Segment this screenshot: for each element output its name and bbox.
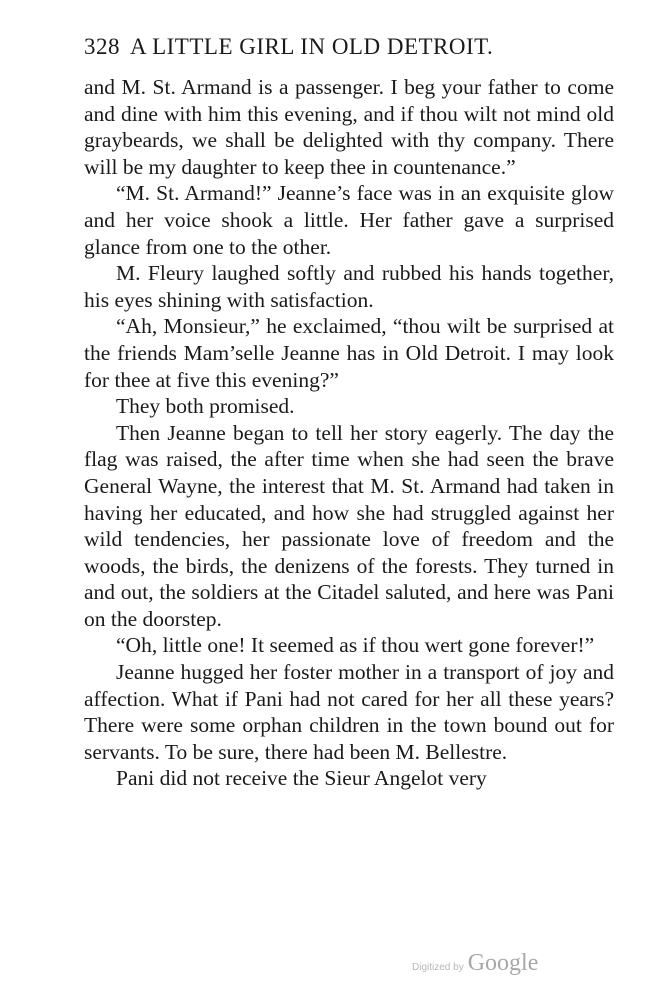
book-page bbox=[84, 34, 614, 792]
paragraph-continued: and M. St. Armand is a passenger. I beg your father to come and dine with him this evening, and if thou wilt not mind old graybeards, we shall be delighted with thy company. There will be my daughter to keep thee in countenance.” bbox=[84, 75, 614, 179]
watermark-prefix: Digitized by bbox=[412, 962, 464, 973]
body-text bbox=[84, 74, 614, 792]
paragraph: “Ah, Monsieur,” he exclaimed, “thou wilt be surprised at the friends Mam’selle Jeanne has in Old Detroit. I may look for thee at five this evening?” bbox=[84, 314, 614, 392]
paragraph: “Oh, little one! It seemed as if thou wert gone forever!” bbox=[116, 633, 595, 658]
paragraph: “M. St. Armand!” Jeanne’s face was in an exquisite glow and her voice shook a little. Her father gave a surprised glance from one to the other. bbox=[84, 181, 614, 259]
paragraph: They both promised. bbox=[116, 394, 295, 419]
paragraph: Pani did not receive the Sieur Angelot very bbox=[116, 766, 487, 791]
paragraph: M. Fleury laughed softly and rubbed his hands together, his eyes shining with satisfaction. bbox=[84, 261, 614, 312]
digitization-watermark bbox=[412, 950, 538, 977]
page-number: 328 bbox=[84, 34, 120, 59]
paragraph: Jeanne hugged her foster mother in a transport of joy and affection. What if Pani had not cared for her all these years? There were some orphan children in the town bound out for servants. To be sure, there had been M. Bellestre. bbox=[84, 660, 614, 764]
paragraph: Then Jeanne began to tell her story eagerly. The day the flag was raised, the after time when she had seen the brave General Wayne, the interest that M. St. Armand had taken in having her educated, and how she had struggled against her wild tendencies, her passionate love of freedom and the woods, the birds, the denizens of the forests. They turned in and out, the soldiers at the Citadel saluted, and here was Pani on the doorstep. bbox=[84, 420, 614, 631]
running-header bbox=[84, 34, 614, 74]
running-title: A LITTLE GIRL IN OLD DETROIT. bbox=[130, 34, 494, 59]
google-logo: Google bbox=[467, 950, 539, 976]
